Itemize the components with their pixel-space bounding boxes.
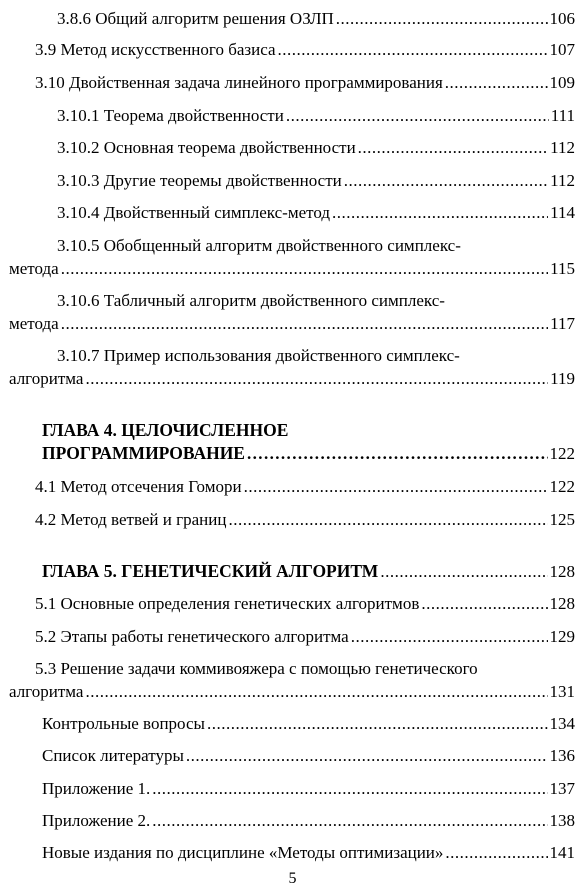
toc-entry-title: 4.2 Метод ветвей и границ <box>35 510 227 529</box>
toc-entry-title: 3.10.2 Основная теорема двойственности <box>57 138 356 157</box>
leader-dots <box>247 444 548 464</box>
toc-entry-page: 115 <box>550 259 575 278</box>
leader-dots <box>351 627 548 647</box>
toc-entry-page: 128 <box>549 594 575 613</box>
leader-dots <box>85 369 548 389</box>
leader-dots <box>152 811 547 831</box>
toc-entry-page: 107 <box>549 40 575 59</box>
toc-entry[interactable] <box>9 314 575 336</box>
toc-entry-title: 3.10.3 Другие теоремы двойственности <box>57 171 342 190</box>
toc-entry[interactable] <box>9 259 575 281</box>
leader-dots <box>244 477 548 497</box>
leader-dots <box>207 714 548 734</box>
toc-entry-page: 137 <box>549 779 575 798</box>
toc-entry[interactable] <box>42 843 575 865</box>
leader-dots <box>421 594 547 614</box>
leader-dots <box>61 314 548 334</box>
toc-entry-page: 122 <box>549 444 575 463</box>
toc-entry-title: Новые издания по дисциплине «Методы оптимизации» <box>42 843 444 862</box>
toc-entry-title: 3.9 Метод искусственного базиса <box>35 40 276 59</box>
leader-dots <box>85 682 547 702</box>
toc-entry-page: 136 <box>549 746 575 765</box>
toc-entry[interactable] <box>57 203 575 225</box>
toc-entry[interactable] <box>42 443 575 465</box>
toc-entry-title: Контрольные вопросы <box>42 714 205 733</box>
toc-entry-title: метода <box>9 259 59 278</box>
toc-entry[interactable] <box>42 811 575 833</box>
toc-entry-title: 3.10 Двойственная задача линейного программирования <box>35 73 443 92</box>
toc-entry-title-first-line: 3.10.6 Табличный алгоритм двойственного симплекс- <box>57 291 445 310</box>
toc-entry-page: 129 <box>549 627 575 646</box>
toc-entry[interactable] <box>35 510 575 532</box>
toc-entry-title: алгоритма <box>9 682 84 701</box>
leader-dots <box>344 171 548 191</box>
leader-dots <box>278 40 548 60</box>
toc-entry-title: 5.2 Этапы работы генетического алгоритма <box>35 627 349 646</box>
toc-entry-title: алгоритма <box>9 369 84 388</box>
leader-dots <box>152 779 547 799</box>
toc-entry-page: 112 <box>550 138 575 157</box>
toc-entry[interactable] <box>35 594 575 616</box>
toc-entry-page: 134 <box>549 714 575 733</box>
toc-entry[interactable] <box>35 73 575 95</box>
toc-entry-page: 141 <box>549 843 575 862</box>
toc-entry-title: Приложение 1. <box>42 779 151 798</box>
toc-entry-page: 138 <box>549 811 575 830</box>
toc-entry-page: 112 <box>550 171 575 190</box>
leader-dots <box>61 259 548 279</box>
toc-entry-title: 3.10.1 Теорема двойственности <box>57 106 284 125</box>
toc-entry-page: 119 <box>550 369 575 388</box>
toc-entry-title: 3.10.4 Двойственный симплекс-метод <box>57 203 331 222</box>
toc-entry[interactable] <box>57 106 575 128</box>
leader-dots <box>336 9 548 29</box>
toc-entry-title: 3.8.6 Общий алгоритм решения ОЗЛП <box>57 9 334 28</box>
leader-dots <box>445 73 548 93</box>
leader-dots <box>186 746 548 766</box>
toc-entry-title: 5.1 Основные определения генетических алгоритмов <box>35 594 420 613</box>
chapter-heading-first-line: ГЛАВА 4. ЦЕЛОЧИСЛЕННОЕ <box>42 420 289 440</box>
leader-dots <box>286 106 549 126</box>
toc-entry[interactable] <box>57 138 575 160</box>
toc-entry-page: 109 <box>549 73 575 92</box>
toc-entry[interactable] <box>42 714 575 736</box>
toc-entry-page: 128 <box>549 562 575 581</box>
toc-entry[interactable] <box>9 369 575 391</box>
toc-entry-title: Приложение 2. <box>42 811 151 830</box>
toc-entry[interactable] <box>42 746 575 768</box>
leader-dots <box>228 510 547 530</box>
toc-entry[interactable] <box>42 779 575 801</box>
toc-entry[interactable] <box>35 477 575 499</box>
toc-entry-title: Список литературы <box>42 746 184 765</box>
toc-entry-title: 4.1 Метод отсечения Гомори <box>35 477 242 496</box>
toc-entry[interactable] <box>9 682 575 704</box>
leader-dots <box>358 138 548 158</box>
leader-dots <box>332 203 548 223</box>
toc-entry-page: 111 <box>550 106 575 125</box>
toc-entry-title: метода <box>9 314 59 333</box>
toc-entry[interactable] <box>35 627 575 649</box>
chapter-heading: ПРОГРАММИРОВАНИЕ <box>42 443 245 463</box>
toc-entry-page: 106 <box>549 9 575 28</box>
toc-entry[interactable] <box>42 561 575 583</box>
toc-entry[interactable] <box>57 171 575 193</box>
toc-entry[interactable] <box>35 40 575 62</box>
toc-entry-title-first-line: 5.3 Решение задачи коммивояжера с помощью генетического <box>35 659 478 678</box>
leader-dots <box>445 843 547 863</box>
toc-entry-page: 122 <box>549 477 575 496</box>
toc-entry-page: 131 <box>549 682 575 701</box>
toc-entry[interactable] <box>57 9 575 31</box>
toc-entry-page: 125 <box>549 510 575 529</box>
toc-entry-page: 117 <box>550 314 575 333</box>
toc-entry-page: 114 <box>550 203 575 222</box>
toc-entry-title-first-line: 3.10.7 Пример использования двойственного симплекс- <box>57 346 460 365</box>
toc-entry-title-first-line: 3.10.5 Обобщенный алгоритм двойственного симплекс- <box>57 236 461 255</box>
chapter-heading: ГЛАВА 5. ГЕНЕТИЧЕСКИЙ АЛГОРИТМ <box>42 561 379 581</box>
page-number: 5 <box>288 870 297 887</box>
leader-dots <box>380 562 547 582</box>
